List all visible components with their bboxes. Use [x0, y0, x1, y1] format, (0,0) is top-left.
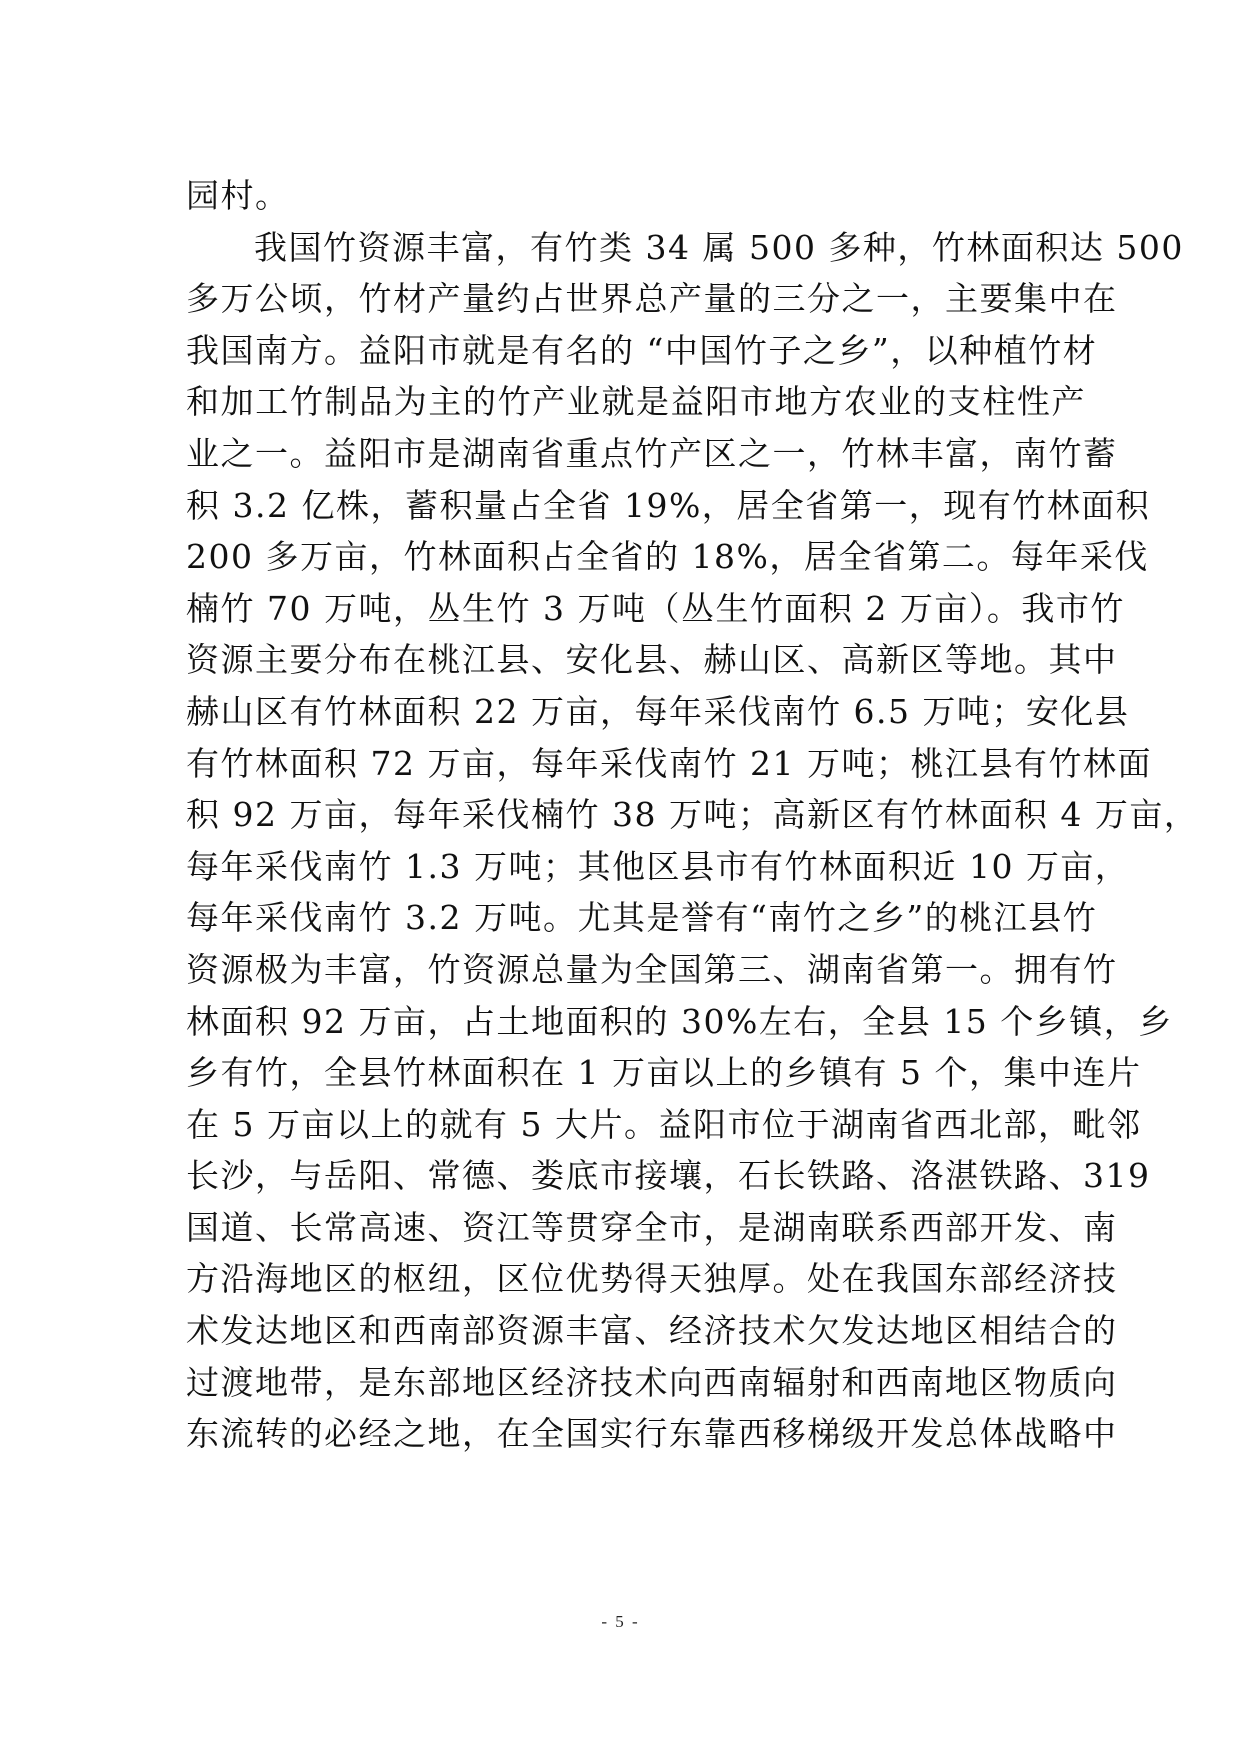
text-line: 积 92 万亩，每年采伐楠竹 38 万吨；高新区有竹林面积 4 万亩， [186, 795, 1199, 835]
text-line: 赫山区有竹林面积 22 万亩，每年采伐南竹 6.5 万吨；安化县 [186, 691, 1130, 731]
text-line: 资源极为丰富，竹资源总量为全国第三、湖南省第一。拥有竹 [186, 949, 1118, 989]
text-line: 长沙，与岳阳、常德、娄底市接壤，石长铁路、洛湛铁路、319 [186, 1156, 1151, 1196]
text-line: 业之一。益阳市是湖南省重点竹产区之一，竹林丰富，南竹蓄 [186, 433, 1118, 473]
text-line: 过渡地带，是东部地区经济技术向西南辐射和西南地区物质向 [186, 1362, 1118, 1402]
text-line: 林面积 92 万亩，占土地面积的 30%左右，全县 15 个乡镇，乡 [186, 1001, 1173, 1041]
text-line: 积 3.2 亿株，蓄积量占全省 19%，居全省第一，现有竹林面积 [186, 485, 1151, 525]
text-line: 乡有竹，全县竹林面积在 1 万亩以上的乡镇有 5 个，集中连片 [186, 1053, 1142, 1093]
text-line: 200 多万亩，竹林面积占全省的 18%，居全省第二。每年采伐 [186, 537, 1149, 577]
text-line: 东流转的必经之地，在全国实行东靠西移梯级开发总体战略中 [186, 1414, 1118, 1454]
page-number: - 5 - [601, 1612, 640, 1631]
text-line: 术发达地区和西南部资源丰富、经济技术欠发达地区相结合的 [186, 1311, 1118, 1351]
text-line: 楠竹 70 万吨，丛生竹 3 万吨（丛生竹面积 2 万亩）。我市竹 [186, 588, 1125, 628]
text-line: 多万公顷，竹材产量约占世界总产量的三分之一，主要集中在 [186, 279, 1118, 319]
text-line: 我国南方。益阳市就是有名的 “中国竹子之乡”，以种植竹材 [186, 330, 1098, 370]
text-line: 方沿海地区的枢纽，区位优势得天独厚。处在我国东部经济技 [186, 1259, 1118, 1299]
text-line: 每年采伐南竹 3.2 万吨。尤其是誉有“南竹之乡”的桃江县竹 [186, 898, 1098, 938]
body-text [186, 170, 1199, 1460]
text-line: 在 5 万亩以上的就有 5 大片。益阳市位于湖南省西北部，毗邻 [186, 1104, 1142, 1144]
text-line: 有竹林面积 72 万亩，每年采伐南竹 21 万吨；桃江县有竹林面 [186, 743, 1152, 783]
text-line: 国道、长常高速、资江等贯穿全市，是湖南联系西部开发、南 [186, 1207, 1118, 1247]
text-line: 园村。 [186, 176, 290, 215]
text-line: 每年采伐南竹 1.3 万吨；其他区县市有竹林面积近 10 万亩， [186, 846, 1130, 886]
text-line: 我国竹资源丰富，有竹类 34 属 500 多种，竹林面积达 500 [254, 227, 1184, 267]
text-line: 资源主要分布在桃江县、安化县、赫山区、高新区等地。其中 [186, 640, 1118, 680]
text-line: 和加工竹制品为主的竹产业就是益阳市地方农业的支柱性产 [186, 382, 1086, 422]
